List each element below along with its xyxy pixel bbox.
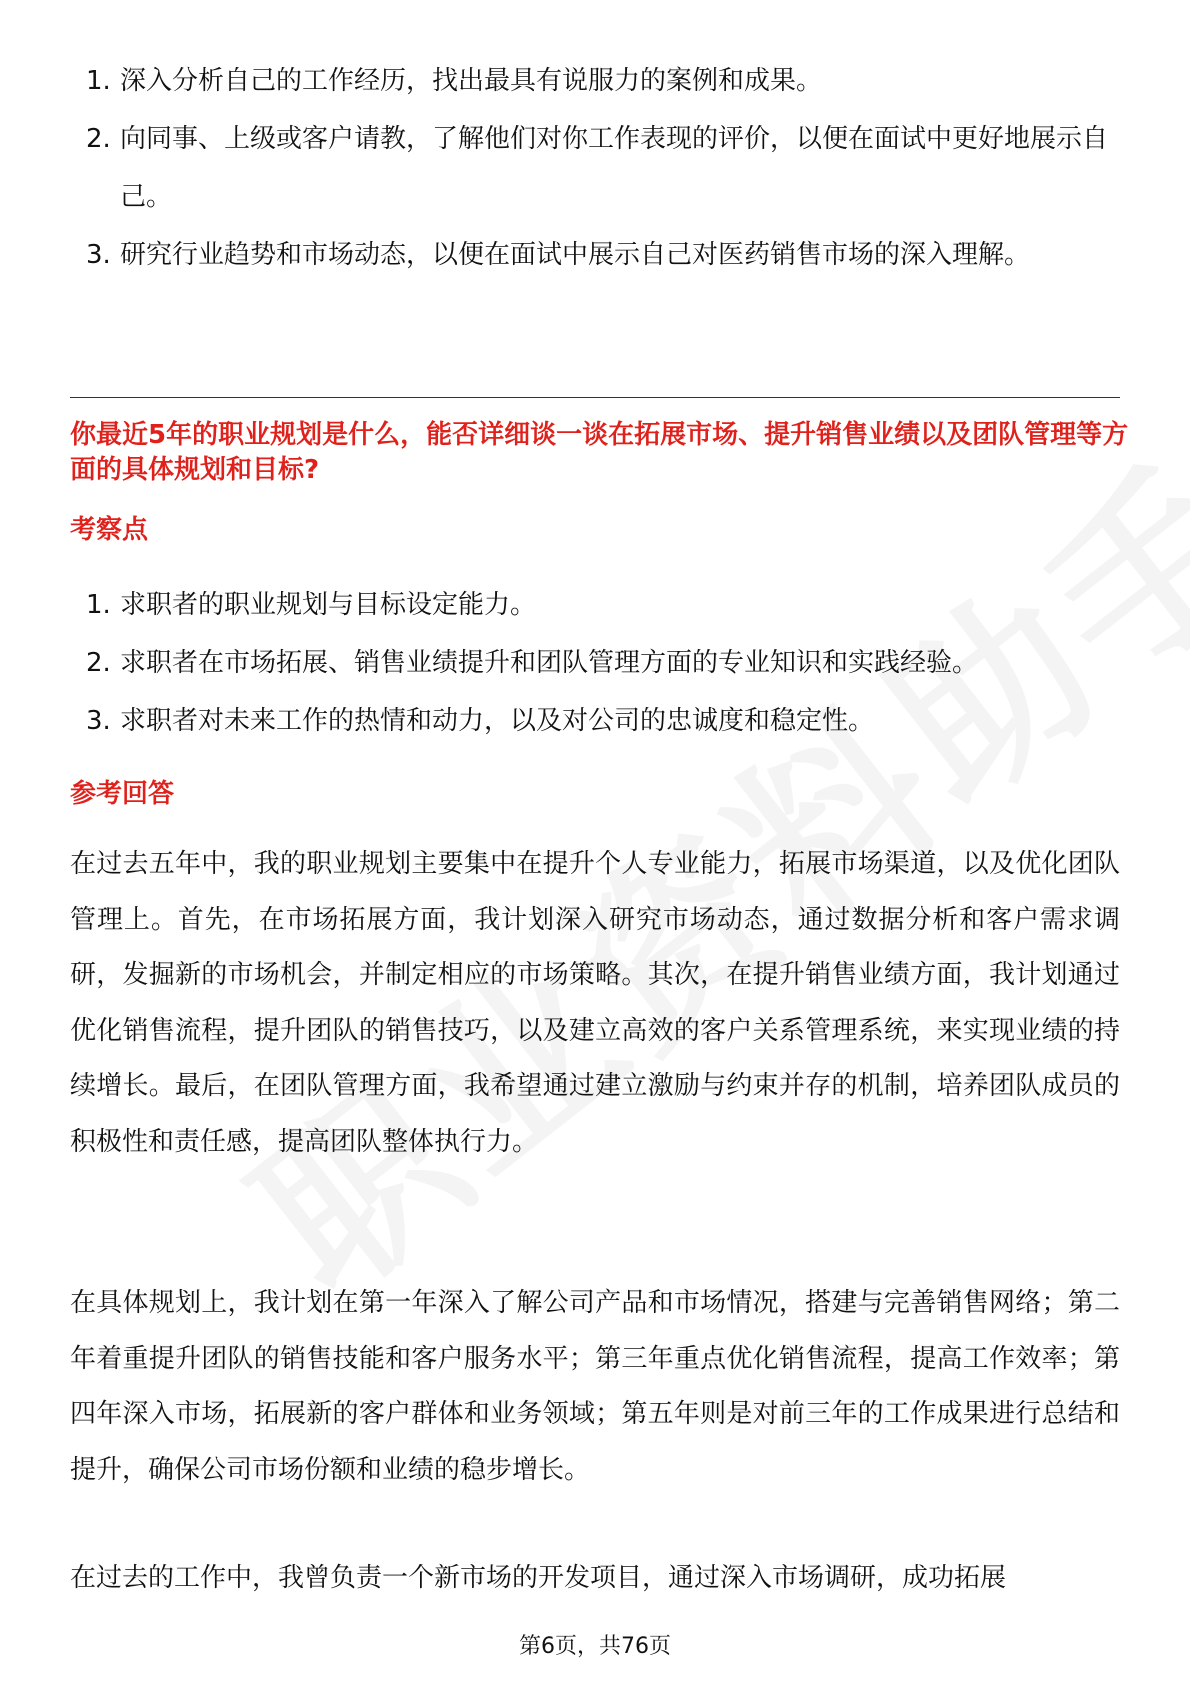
assessment-points-list bbox=[70, 576, 1120, 750]
list-item-text: 求职者对未来工作的热情和动力，以及对公司的忠诚度和稳定性。 bbox=[120, 706, 875, 736]
answer-paragraph: 在过去五年中，我的职业规划主要集中在提升个人专业能力，拓展市场渠道，以及优化团队管理上。首先，在市场拓展方面，我计划深入研究市场动态，通过数据分析和客户需求调研，发掘新的市场机会，并制定相应的市场策略。其次，在提升销售业绩方面，我计划通过优化销售流程，提升团队的销售技巧，以及建立高效的客户关系管理系统，来实现业绩的持续增长。最后，在团队管理方面，我希望通过建立激励与约束并存的机制，培养团队成员的积极性和责任感，提高团队整体执行力。 bbox=[70, 849, 1120, 1157]
prep-tips-list bbox=[70, 52, 1120, 284]
section-heading-cankao: 参考回答 bbox=[70, 779, 175, 809]
section-heading-kaocha: 考察点 bbox=[70, 515, 149, 545]
list-number: 2. bbox=[86, 124, 111, 154]
answer-paragraph: 在具体规划上，我计划在第一年深入了解公司产品和市场情况，搭建与完善销售网络；第二年着重提升团队的销售技能和客户服务水平；第三年重点优化销售流程，提高工作效率；第四年深入市场，拓展新的客户群体和业务领域；第五年则是对前三年的工作成果进行总结和提升，确保公司市场份额和业绩的稳步增长。 bbox=[70, 1288, 1120, 1485]
answer-paragraph: 在过去的工作中，我曾负责一个新市场的开发项目，通过深入市场调研，成功拓展 bbox=[70, 1563, 1007, 1593]
list-number: 1. bbox=[86, 66, 111, 96]
list-number: 2. bbox=[86, 648, 111, 678]
list-item bbox=[70, 52, 1120, 110]
list-item-text: 研究行业趋势和市场动态，以便在面试中展示自己对医药销售市场的深入理解。 bbox=[120, 240, 1031, 270]
list-item bbox=[70, 226, 1120, 284]
list-number: 1. bbox=[86, 590, 111, 620]
list-number: 3. bbox=[86, 706, 111, 736]
section-divider bbox=[70, 397, 1120, 398]
list-item-text: 深入分析自己的工作经历，找出最具有说服力的案例和成果。 bbox=[120, 66, 823, 96]
list-item bbox=[70, 634, 1120, 692]
interview-question: 你最近5年的职业规划是什么，能否详细谈一谈在拓展市场、提升销售业绩以及团队管理等方面的具体规划和目标? bbox=[70, 420, 1129, 485]
list-number: 3. bbox=[86, 240, 111, 270]
list-item bbox=[70, 692, 1120, 750]
page-footer: 第6页，共76页 bbox=[519, 1634, 671, 1659]
list-item bbox=[70, 576, 1120, 634]
list-item-text: 求职者的职业规划与目标设定能力。 bbox=[120, 590, 537, 620]
list-item-text: 求职者在市场拓展、销售业绩提升和团队管理方面的专业知识和实践经验。 bbox=[120, 648, 979, 678]
list-item bbox=[70, 110, 1120, 226]
list-item-text: 向同事、上级或客户请教，了解他们对你工作表现的评价，以便在面试中更好地展示自己。 bbox=[120, 124, 1109, 212]
